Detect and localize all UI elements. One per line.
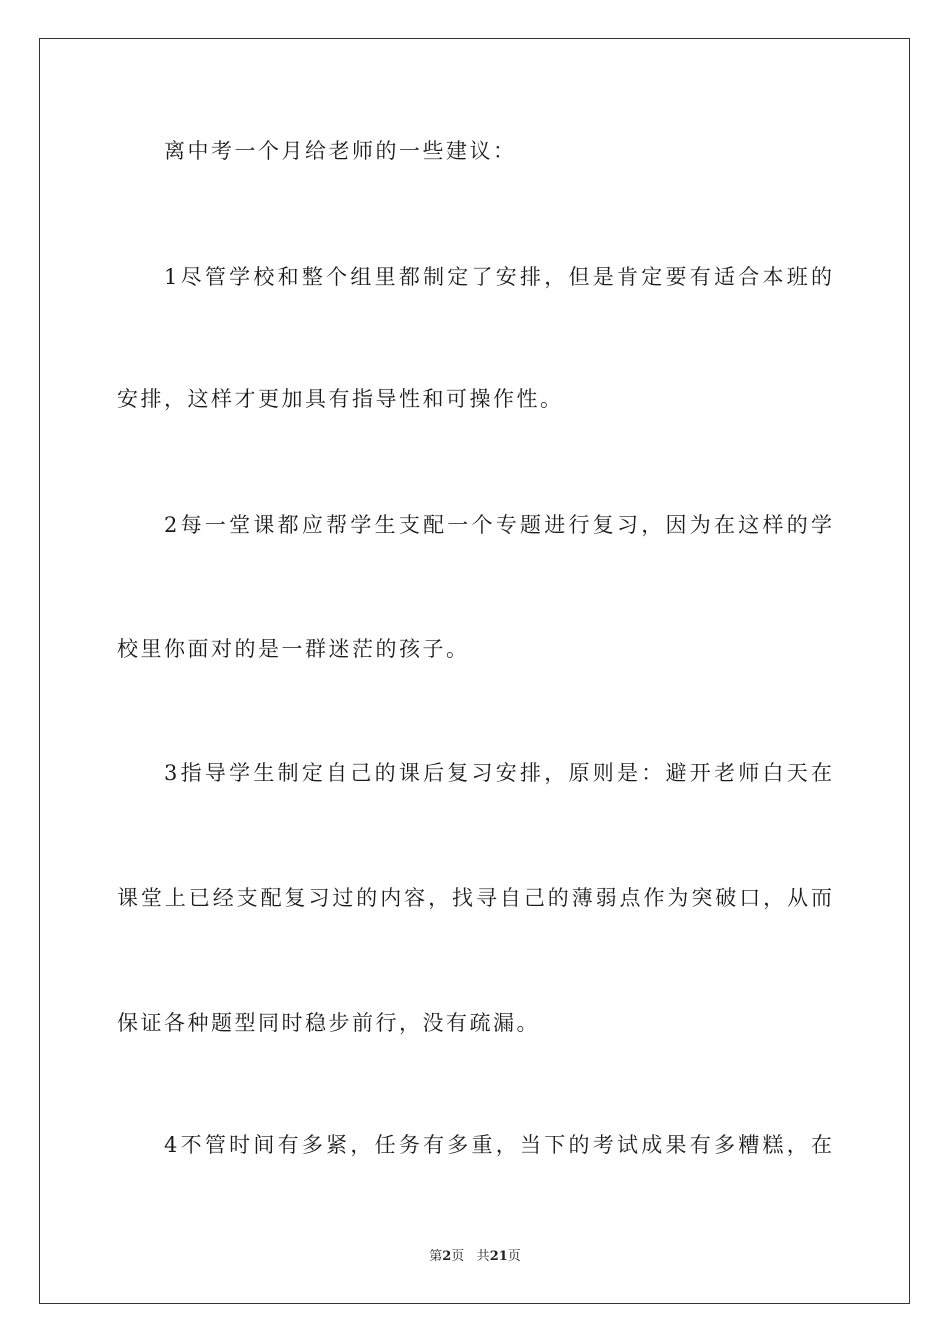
paragraph-2-line-1: 2每一堂课都应帮学生支配一个专题进行复习，因为在这样的学 [164,513,832,537]
page-border [39,38,910,1304]
paragraph-3-line-2: 课堂上已经支配复习过的内容，找寻自己的薄弱点作为突破口，从而 [117,886,832,910]
page-footer [0,1248,950,1266]
footer-page-suffix: 页 [451,1249,465,1264]
document-heading: 离中考一个月给老师的一些建议： [164,139,517,163]
footer-total-prefix: 共 [476,1249,490,1264]
footer-page-number: 2 [442,1249,452,1264]
paragraph-2-line-2: 校里你面对的是一群迷茫的孩子。 [117,637,470,661]
paragraph-3-line-3: 保证各种题型同时稳步前行，没有疏漏。 [117,1011,540,1035]
footer-total-suffix: 页 [507,1249,521,1264]
paragraph-4-line-1: 4不管时间有多紧，任务有多重，当下的考试成果有多糟糕，在 [164,1133,832,1157]
paragraph-1-line-2: 安排，这样才更加具有指导性和可操作性。 [117,387,564,411]
paragraph-3-line-1: 3指导学生制定自己的课后复习安排，原则是：避开老师白天在 [164,761,832,785]
footer-total-pages: 21 [489,1249,508,1264]
paragraph-1-line-1: 1尽管学校和整个组里都制定了安排，但是肯定要有适合本班的 [164,265,832,289]
footer-prefix: 第 [429,1249,443,1264]
